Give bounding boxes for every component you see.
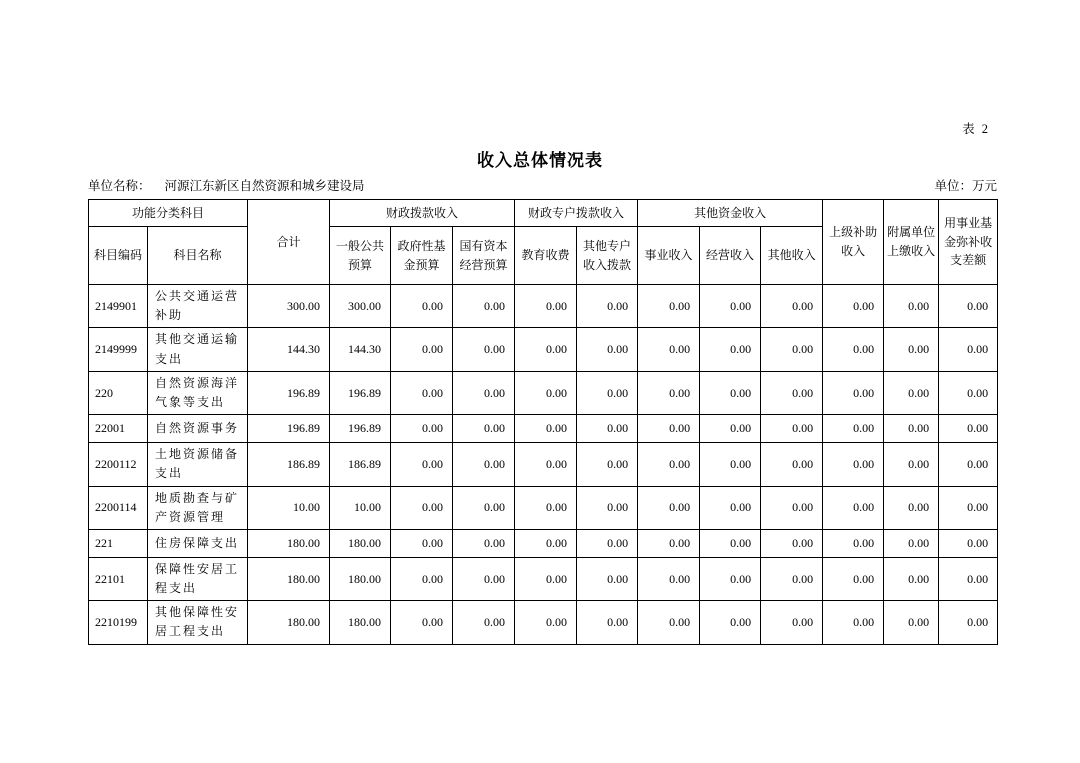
table-header bbox=[89, 200, 998, 285]
header-total: 合计 bbox=[248, 200, 330, 285]
unit-name-label: 单位名称： bbox=[88, 179, 151, 193]
table-row bbox=[89, 285, 998, 328]
value-cell: 0.00 bbox=[939, 443, 998, 486]
value-cell: 0.00 bbox=[577, 285, 638, 328]
subject-name-cell: 地质勘查与矿产资源管理 bbox=[148, 486, 248, 529]
value-cell: 0.00 bbox=[391, 557, 453, 600]
value-cell: 0.00 bbox=[391, 443, 453, 486]
value-cell: 0.00 bbox=[761, 371, 823, 414]
header-group-row bbox=[89, 200, 998, 227]
table-row bbox=[89, 486, 998, 529]
value-cell: 0.00 bbox=[515, 415, 577, 443]
value-cell: 0.00 bbox=[638, 328, 700, 371]
value-cell: 10.00 bbox=[248, 486, 330, 529]
value-cell: 0.00 bbox=[577, 443, 638, 486]
value-cell: 0.00 bbox=[823, 529, 884, 557]
value-cell: 0.00 bbox=[761, 557, 823, 600]
value-cell: 0.00 bbox=[939, 601, 998, 644]
table-row bbox=[89, 557, 998, 600]
value-cell: 0.00 bbox=[939, 529, 998, 557]
header-education-fee: 教育收费 bbox=[515, 227, 577, 285]
value-cell: 0.00 bbox=[823, 486, 884, 529]
value-cell: 186.89 bbox=[330, 443, 391, 486]
value-cell: 0.00 bbox=[453, 285, 515, 328]
value-cell: 0.00 bbox=[700, 371, 761, 414]
value-cell: 0.00 bbox=[391, 285, 453, 328]
value-cell: 0.00 bbox=[823, 328, 884, 371]
value-cell: 180.00 bbox=[330, 557, 391, 600]
value-cell: 180.00 bbox=[330, 601, 391, 644]
value-cell: 0.00 bbox=[700, 601, 761, 644]
subject-code-cell: 2149901 bbox=[89, 285, 148, 328]
value-cell: 0.00 bbox=[638, 371, 700, 414]
value-cell: 196.89 bbox=[330, 371, 391, 414]
value-cell: 0.00 bbox=[884, 443, 939, 486]
value-cell: 0.00 bbox=[823, 415, 884, 443]
value-cell: 0.00 bbox=[761, 601, 823, 644]
table-body bbox=[89, 285, 998, 645]
header-fund-offset: 用事业基金弥补收支差额 bbox=[939, 200, 998, 285]
header-operating-income: 经营收入 bbox=[700, 227, 761, 285]
subject-name-cell: 自然资源海洋气象等支出 bbox=[148, 371, 248, 414]
value-cell: 0.00 bbox=[577, 557, 638, 600]
value-cell: 0.00 bbox=[700, 529, 761, 557]
value-cell: 0.00 bbox=[577, 415, 638, 443]
header-superior-subsidy: 上级补助收入 bbox=[823, 200, 884, 285]
info-row bbox=[88, 176, 997, 194]
value-cell: 0.00 bbox=[515, 486, 577, 529]
table-row bbox=[89, 601, 998, 644]
subject-code-cell: 221 bbox=[89, 529, 148, 557]
header-gov-fund-budget: 政府性基金预算 bbox=[391, 227, 453, 285]
value-cell: 0.00 bbox=[638, 415, 700, 443]
header-functional-category: 功能分类科目 bbox=[89, 200, 248, 227]
value-cell: 0.00 bbox=[515, 557, 577, 600]
header-other-funds-group: 其他资金收入 bbox=[638, 200, 823, 227]
value-cell: 0.00 bbox=[823, 601, 884, 644]
value-cell: 0.00 bbox=[761, 486, 823, 529]
value-cell: 0.00 bbox=[638, 285, 700, 328]
value-cell: 0.00 bbox=[884, 328, 939, 371]
table-row bbox=[89, 415, 998, 443]
currency-unit-label: 单位：万元 bbox=[934, 179, 997, 193]
value-cell: 186.89 bbox=[248, 443, 330, 486]
value-cell: 0.00 bbox=[700, 328, 761, 371]
value-cell: 0.00 bbox=[700, 285, 761, 328]
value-cell: 0.00 bbox=[939, 328, 998, 371]
value-cell: 0.00 bbox=[761, 285, 823, 328]
value-cell: 196.89 bbox=[248, 371, 330, 414]
subject-name-cell: 土地资源储备支出 bbox=[148, 443, 248, 486]
subject-name-cell: 公共交通运营补助 bbox=[148, 285, 248, 328]
value-cell: 196.89 bbox=[330, 415, 391, 443]
value-cell: 0.00 bbox=[761, 529, 823, 557]
value-cell: 10.00 bbox=[330, 486, 391, 529]
value-cell: 180.00 bbox=[248, 529, 330, 557]
value-cell: 0.00 bbox=[453, 371, 515, 414]
value-cell: 0.00 bbox=[761, 443, 823, 486]
header-other-income: 其他收入 bbox=[761, 227, 823, 285]
value-cell: 0.00 bbox=[638, 601, 700, 644]
value-cell: 300.00 bbox=[248, 285, 330, 328]
subject-name-cell: 其他交通运输支出 bbox=[148, 328, 248, 371]
value-cell: 0.00 bbox=[700, 486, 761, 529]
value-cell: 0.00 bbox=[577, 371, 638, 414]
value-cell: 0.00 bbox=[577, 486, 638, 529]
subject-name-cell: 其他保障性安居工程支出 bbox=[148, 601, 248, 644]
value-cell: 0.00 bbox=[453, 557, 515, 600]
value-cell: 0.00 bbox=[391, 328, 453, 371]
value-cell: 144.30 bbox=[330, 328, 391, 371]
value-cell: 0.00 bbox=[391, 415, 453, 443]
value-cell: 0.00 bbox=[638, 486, 700, 529]
value-cell: 0.00 bbox=[515, 529, 577, 557]
value-cell: 0.00 bbox=[939, 371, 998, 414]
header-general-budget: 一般公共预算 bbox=[330, 227, 391, 285]
value-cell: 0.00 bbox=[515, 328, 577, 371]
value-cell: 0.00 bbox=[884, 285, 939, 328]
value-cell: 0.00 bbox=[939, 486, 998, 529]
value-cell: 0.00 bbox=[823, 371, 884, 414]
value-cell: 0.00 bbox=[391, 601, 453, 644]
value-cell: 0.00 bbox=[453, 529, 515, 557]
header-special-account-group: 财政专户拨款收入 bbox=[515, 200, 638, 227]
unit-name-value: 河源江东新区自然资源和城乡建设局 bbox=[164, 179, 365, 193]
header-state-capital-budget: 国有资本经营预算 bbox=[453, 227, 515, 285]
subject-code-cell: 220 bbox=[89, 371, 148, 414]
subject-code-cell: 2210199 bbox=[89, 601, 148, 644]
value-cell: 0.00 bbox=[638, 557, 700, 600]
value-cell: 0.00 bbox=[453, 415, 515, 443]
value-cell: 180.00 bbox=[330, 529, 391, 557]
value-cell: 300.00 bbox=[330, 285, 391, 328]
subject-code-cell: 22001 bbox=[89, 415, 148, 443]
value-cell: 0.00 bbox=[391, 371, 453, 414]
value-cell: 0.00 bbox=[638, 443, 700, 486]
value-cell: 180.00 bbox=[248, 601, 330, 644]
income-overview-table bbox=[88, 199, 998, 645]
value-cell: 0.00 bbox=[939, 415, 998, 443]
header-other-special-account: 其他专户收入拨款 bbox=[577, 227, 638, 285]
value-cell: 0.00 bbox=[453, 328, 515, 371]
table-number-label: 表 2 bbox=[962, 122, 990, 136]
value-cell: 0.00 bbox=[884, 601, 939, 644]
subject-name-cell: 保障性安居工程支出 bbox=[148, 557, 248, 600]
header-affiliate-remit: 附属单位上缴收入 bbox=[884, 200, 939, 285]
header-subject-name: 科目名称 bbox=[148, 227, 248, 285]
header-business-income: 事业收入 bbox=[638, 227, 700, 285]
page-title: 收入总体情况表 bbox=[477, 151, 603, 170]
value-cell: 0.00 bbox=[823, 557, 884, 600]
value-cell: 0.00 bbox=[391, 529, 453, 557]
header-fiscal-allocation-group: 财政拨款收入 bbox=[330, 200, 515, 227]
value-cell: 0.00 bbox=[884, 415, 939, 443]
value-cell: 0.00 bbox=[515, 285, 577, 328]
value-cell: 0.00 bbox=[700, 443, 761, 486]
subject-code-cell: 2149999 bbox=[89, 328, 148, 371]
value-cell: 0.00 bbox=[823, 285, 884, 328]
table-row bbox=[89, 529, 998, 557]
value-cell: 0.00 bbox=[453, 601, 515, 644]
value-cell: 0.00 bbox=[577, 529, 638, 557]
value-cell: 0.00 bbox=[884, 529, 939, 557]
value-cell: 0.00 bbox=[515, 371, 577, 414]
value-cell: 0.00 bbox=[515, 601, 577, 644]
unit-name-line bbox=[88, 176, 365, 194]
value-cell: 0.00 bbox=[761, 415, 823, 443]
header-subject-code: 科目编码 bbox=[89, 227, 148, 285]
value-cell: 0.00 bbox=[884, 486, 939, 529]
value-cell: 0.00 bbox=[761, 328, 823, 371]
value-cell: 0.00 bbox=[515, 443, 577, 486]
subject-name-cell: 住房保障支出 bbox=[148, 529, 248, 557]
subject-code-cell: 2200114 bbox=[89, 486, 148, 529]
value-cell: 0.00 bbox=[391, 486, 453, 529]
value-cell: 0.00 bbox=[577, 328, 638, 371]
value-cell: 0.00 bbox=[939, 285, 998, 328]
value-cell: 0.00 bbox=[638, 529, 700, 557]
value-cell: 144.30 bbox=[248, 328, 330, 371]
value-cell: 0.00 bbox=[453, 486, 515, 529]
value-cell: 196.89 bbox=[248, 415, 330, 443]
value-cell: 0.00 bbox=[884, 557, 939, 600]
value-cell: 0.00 bbox=[939, 557, 998, 600]
subject-code-cell: 22101 bbox=[89, 557, 148, 600]
table-row bbox=[89, 443, 998, 486]
value-cell: 0.00 bbox=[453, 443, 515, 486]
value-cell: 0.00 bbox=[823, 443, 884, 486]
table-row bbox=[89, 371, 998, 414]
value-cell: 180.00 bbox=[248, 557, 330, 600]
table-row bbox=[89, 328, 998, 371]
subject-code-cell: 2200112 bbox=[89, 443, 148, 486]
value-cell: 0.00 bbox=[884, 371, 939, 414]
subject-name-cell: 自然资源事务 bbox=[148, 415, 248, 443]
value-cell: 0.00 bbox=[700, 415, 761, 443]
value-cell: 0.00 bbox=[577, 601, 638, 644]
value-cell: 0.00 bbox=[700, 557, 761, 600]
